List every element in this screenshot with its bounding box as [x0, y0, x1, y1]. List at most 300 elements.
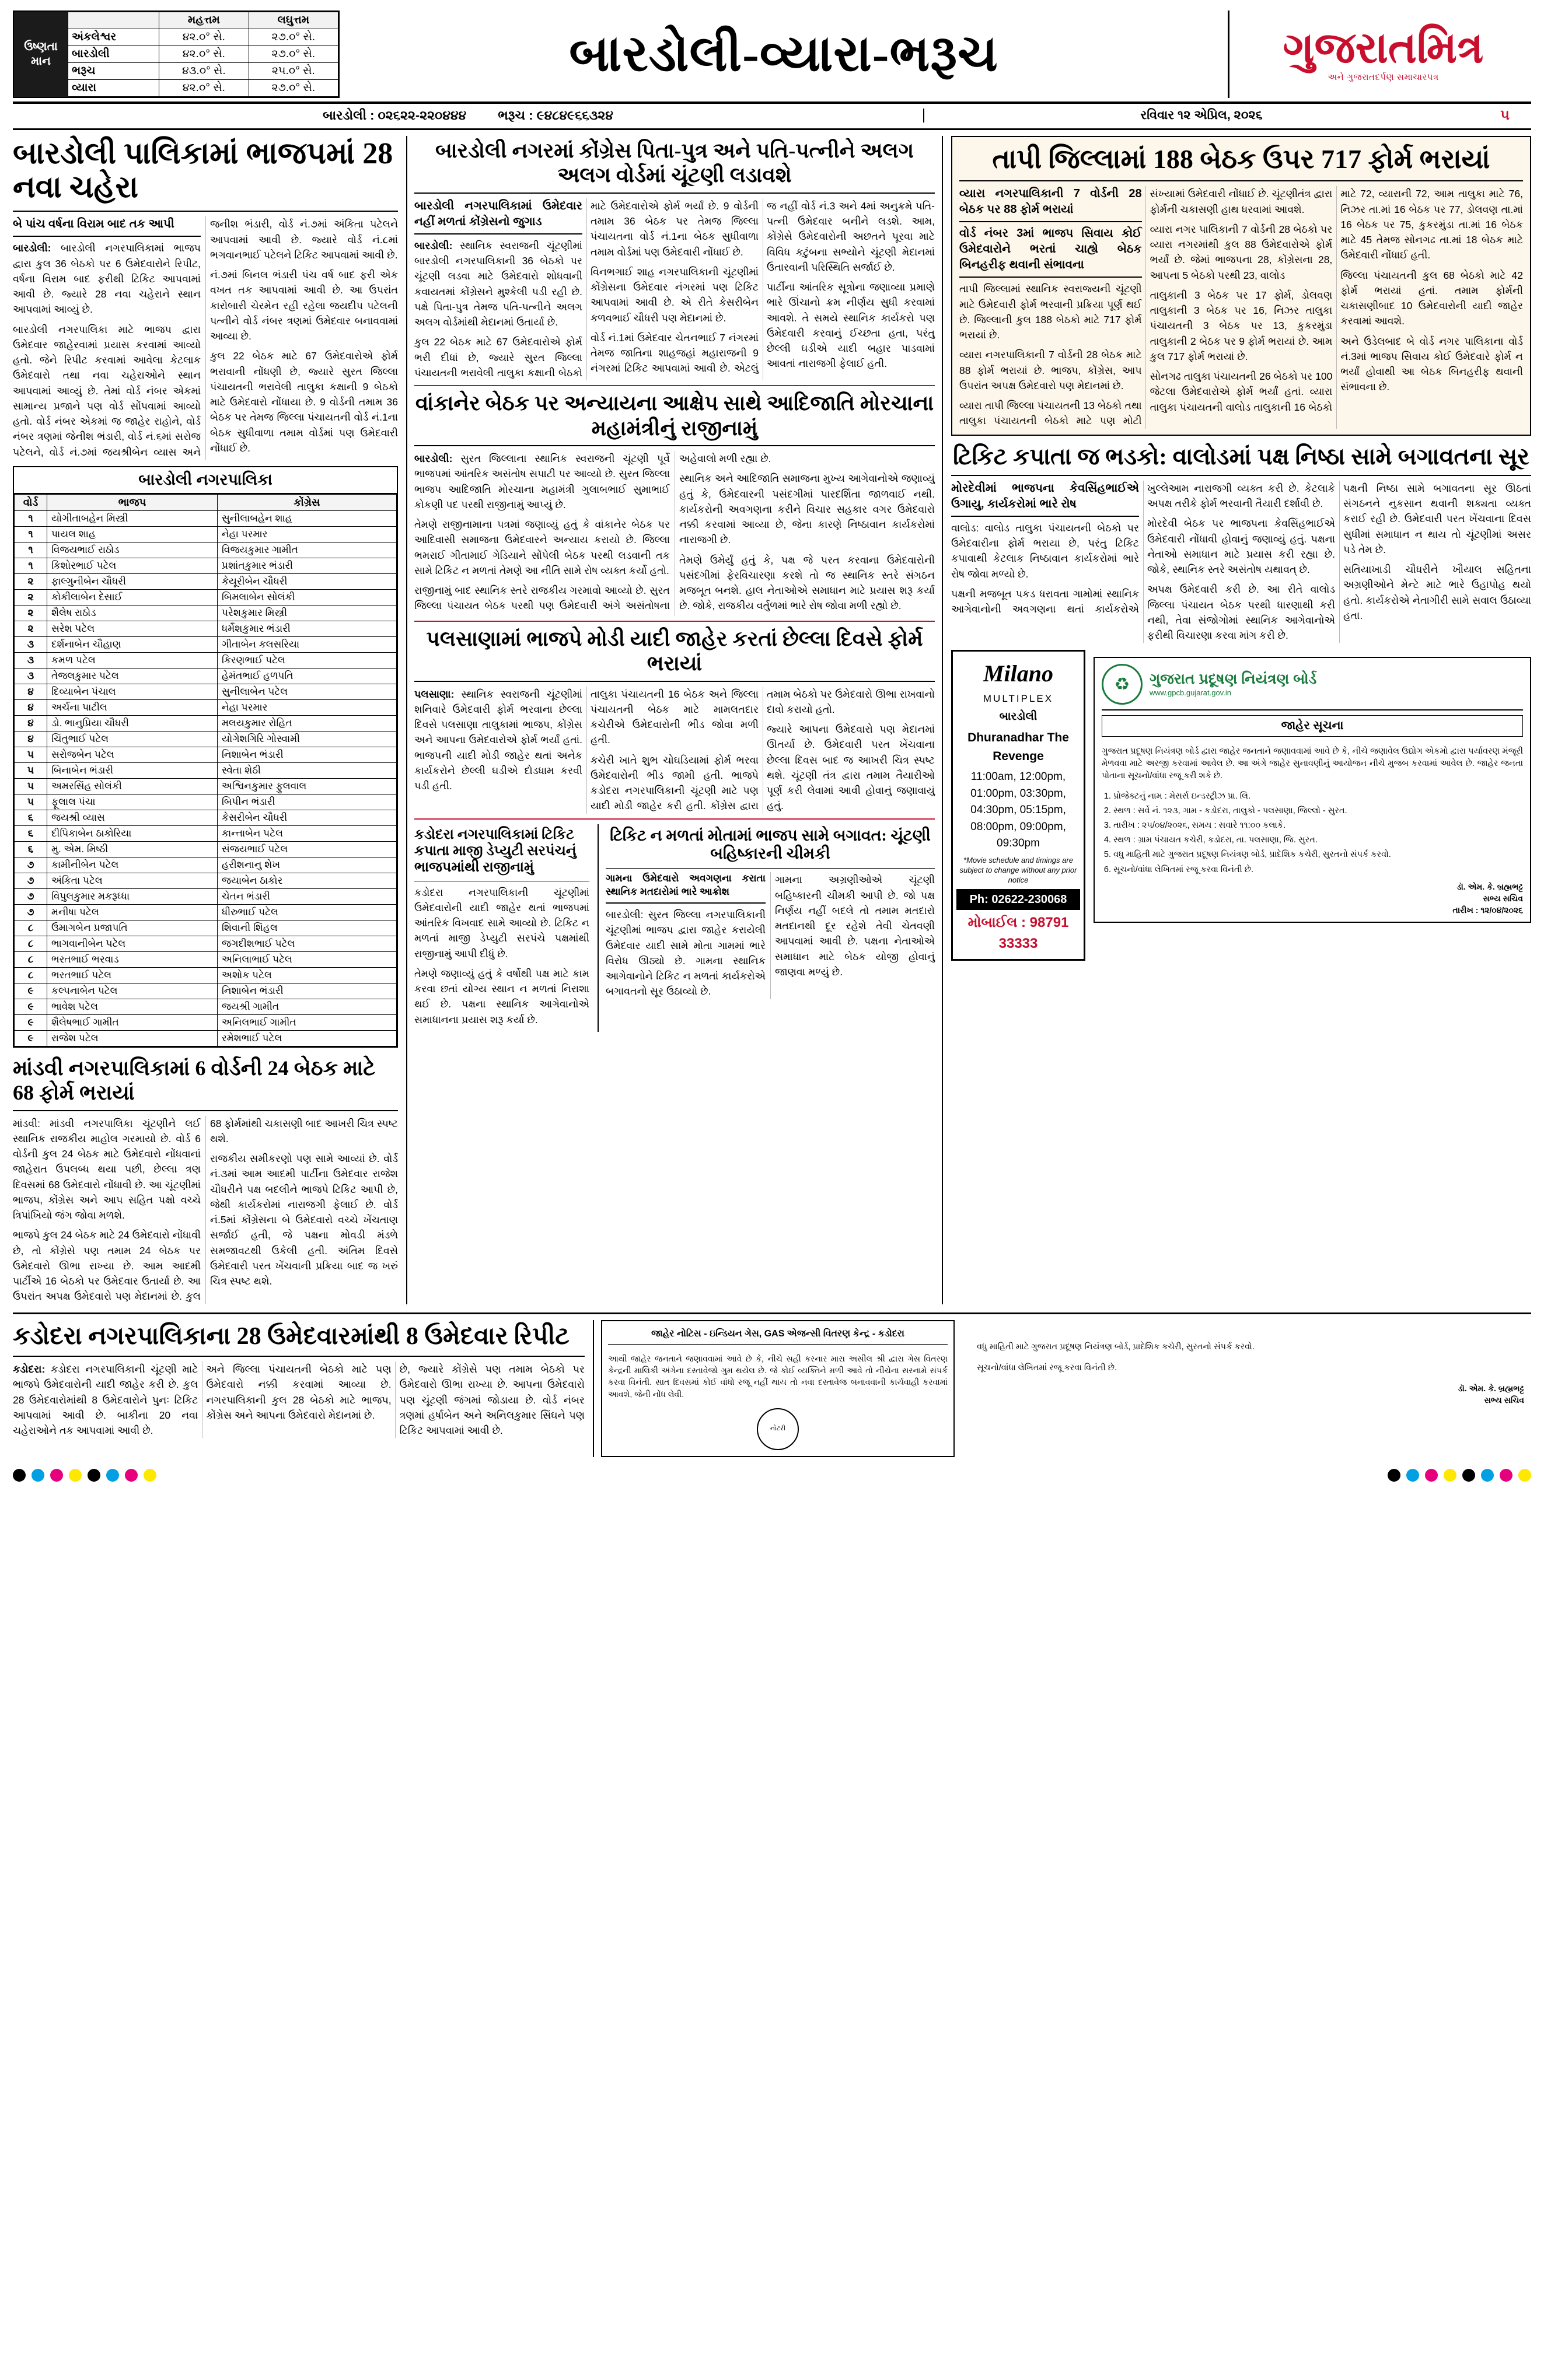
valod-para-1: પક્ષની મજબૂત પકડ ધરાવતા ગામોમાં સ્થાનિક આગેવાનોની અવગણના થતાં કાર્યકરોએ ખુલ્લેઆમ નારાજગી વ્યક્ત કરી છે. કેટલાકે અપક્ષ તરીકે ફોર્મ ભરવાની તૈયારી દર્શાવી છે. — [951, 482, 1335, 615]
bjp-candidate: અમરસિંહ સોલંકી — [47, 778, 218, 794]
tapi-headline: તાપી જિલ્લામાં 188 બેઠક ઉપર 717 ફોર્મ ભરાયાં — [992, 144, 1490, 174]
kadodara-resign-para-1: તેમણે જણાવ્યું હતું કે વર્ષોથી પક્ષ માટે કામ કરવા છતાં યોગ્ય સ્થાન ન મળતાં નિરાશા થઈ છે. પક્ષના સ્થાનિક આગેવાનોએ સમાધાનના પ્રયાસ શરૂ કર્યા છે. — [414, 967, 589, 1026]
congress-candidate: હરીશનાનુ શેખ — [218, 857, 397, 873]
bjp-candidate: દીપિકાબેન ઠાકોરિયા — [47, 825, 218, 841]
bjp-candidate: ભરતભાઈ ભરવાડ — [47, 951, 218, 967]
milano-showtime-2: 04:30pm, 05:15pm, — [970, 804, 1066, 817]
table-row — [15, 668, 397, 684]
color-registration-dot — [1481, 1469, 1494, 1482]
milano-phone[interactable]: Ph: 02622-230068 — [956, 889, 1080, 910]
congress-dateline: બારડોલી: — [414, 239, 453, 251]
table-row — [15, 794, 397, 810]
congress-para-1: કુલ 22 બેઠક માટે 67 ઉમેદવારોએ ફોર્મ ભરી દીધાં છે, જ્યારે સુરત જિલ્લા પંચાયતની ભરાવેલી તાલુકા કક્ષાની બેઠકો માટે ઉમેદવારોએ ફોર્મ ભર્યાં છે. 9 વોર્ડની તમામ 36 બેઠક પર તેમજ જિલ્લા પંચાયતના વોર્ડ નં.1ના બેઠક સુધીવાળા તમામ વોર્ડમાં પણ ઉમેદવારી નોંધાઈ છે. — [414, 200, 759, 379]
table-row — [15, 747, 397, 762]
congress-candidate: જયશ્રી ગામીત — [218, 999, 397, 1014]
article-kadodara-resign — [414, 824, 589, 1032]
congress-para-3: વોર્ડ નં.1માં ઉમેદવાર ચેતનભાઈ 7 નંગરમાં તેમજ જાતિના શાહજહાં મહારાજની 9 નંગરમાં ટિકિટ આપવામાં આવી છે. એટલું જ નહીં વોર્ડ નં.3 અને 4માં અનુક્રમે પતિ-પત્ની ઉમેદવાર બનીને લડશે. આમ, કોંગ્રેસે ઉમેદવારોની અછતને પૂરવા માટે વિવિધ કટુંબના સભ્યોને ચૂંટણી મેદાનમાં ઉતારવાની પરિસ્થિતિ સર્જાઈ છે. — [591, 200, 935, 374]
list-item: 1. પ્રોજેક્ટનું નામ : મેસર્સ ઇન્ડસ્ટ્રીઝ પ્રા. લિ. — [1113, 790, 1523, 803]
congress-candidate: મલયકુમાર રોહિત — [218, 715, 397, 731]
congress-candidate: પરેશકુમાર મિસ્ત્રી — [218, 605, 397, 621]
kadodara2-para-2: છે, જ્યારે કોંગ્રેસે પણ તમામ બેઠકો પર ઉમેદવારો ઊભા રાખ્યા છે. આપના ઉમેદવારો પણ ચૂંટણી જંગમાં જોડાયા છે. વોર્ડ નંબર ત્રણમાં હર્ષાબેન અને અનિલકુમાર સિંઘને પણ ટિકિટ આપવામાં આવી છે. — [399, 1363, 585, 1437]
milano-ad[interactable] — [951, 650, 1085, 960]
bjp-candidate: બિનાબેન ભંડારી — [47, 762, 218, 778]
tapi-kicker-2: વોર્ડ નંબર 3માં ભાજપ સિવાય કોઈ ઉમેદવારોને ભરતાં ચાહ્યે બેઠક બિનહરીફ થવાની સંભાવના — [959, 226, 1142, 278]
bjp-candidate: પાયલ શાહ — [47, 526, 218, 542]
color-registration-dot — [69, 1469, 82, 1482]
milano-showtime-3: 08:00pm, 09:00pm, — [970, 820, 1066, 833]
gpcb-title: ગુજરાત પ્રદૂષણ નિયંત્રણ બોર્ડ — [1150, 670, 1317, 687]
vankaner-para-4: તેમણે ઉમેર્યું હતું કે, પક્ષ જે પરત કરવાના ઉમેદવારોની પસંદગીમાં ફેરવિચારણા કરશે તો જ સ્થાનિક સ્તરે સંગઠન મજબૂત બનશે. હાલ નેતાઓએ સમાધાન માટે પ્રયાસ શરૂ કર્યા છે. જોકે, રાજકીય વર્તુળમાં ભારે રોષ જોવા મળી રહ્યો છે. — [679, 554, 935, 612]
ward-number: ૬ — [15, 825, 47, 841]
congress-candidate: બિમલાબેન સોલંકી — [218, 589, 397, 605]
page-number: ૫ — [1500, 107, 1510, 123]
bjp-candidate: વિપુલકુમાર મકરૂધ્ધા — [47, 888, 218, 904]
congress-candidate: અશોક પટેલ — [218, 967, 397, 983]
valod-kicker: મોરદેવીમાં ભાજપના કેવસિંહભાઈએ ઉગાયુ, કાર્યકરોમાં ભારે રોષ — [951, 481, 1139, 517]
ward-number: ૫ — [15, 794, 47, 810]
valod-para-4: પક્ષની નિષ્ઠા સામે બગાવતના સૂર ઊઠતાં સંગઠનને નુકસાન થવાની શક્યતા વ્યક્ત કરાઈ રહી છે. ઉમેદવારી પરત ખેંચવાના દિવસ સુધીમાં સમાધાન ન થાય તો ચૂંટણીમાં અસર પડે તેમ છે. — [1343, 482, 1531, 555]
ward-number: ૩ — [15, 652, 47, 668]
tapi-para-4: તાલુકાની 3 બેઠક પર 17 ફોર્મ, ડોલવણ તાલુકાની 3 બેઠક પર 16, નિઝર તાલુકા પંચાયતની 3 બેઠક પર 13, કુકરમુંડા તાલુકાની 2 બેઠક પર 9 ફોર્મ ભરાયાં છે. આમ કુલ 717 ફોર્મ ભરાયાં છે. — [1150, 289, 1333, 362]
article-congress-family — [414, 138, 935, 380]
mid-bottom-pair — [414, 824, 935, 1032]
weather-row: ભરૂચ ૪૩.૦° સે. ૨૫.૦° સે. — [68, 63, 338, 80]
ward-number: ૮ — [15, 920, 47, 936]
edition-title-text: બારડોલી-વ્યારા-ભરૂચ — [569, 26, 998, 82]
congress-candidate: નેહા પરમાર — [218, 699, 397, 715]
milano-note: *Movie schedule and timings are subject to change without any prior notice — [959, 855, 1077, 884]
ward-col-ward: વોર્ડ — [15, 494, 47, 510]
bjp-candidate: ઉમાગબેન પ્રજાપતિ — [47, 920, 218, 936]
kadodara-resign-headline: કડોદરા નગરપાલિકામાં ટિકિટ કપાતા માજી ડેપ્યુટી સરપંચનું ભાજપમાંથી રાજીનામું — [414, 827, 577, 876]
weather-col-max: મહત્તમ — [159, 12, 249, 29]
vankaner-dateline: બારડોલી: — [414, 453, 453, 465]
ward-number: ૫ — [15, 762, 47, 778]
ward-number: ૮ — [15, 951, 47, 967]
bjp-candidate: ફાલ્ગુનીબેન ચૌધરી — [47, 573, 218, 589]
gas-ad-head: જાહેર નોટિસ - ઇન્ડિયન ગેસ, GAS એજન્સી વિતરણ કેન્દ્ર - કડોદરા — [608, 1327, 948, 1345]
bjp-candidate: વિજયભાઈ રાઠોડ — [47, 542, 218, 558]
ward-table-title: બારડોલી નગરપાલિકા — [14, 467, 397, 494]
article-lead-bardoli — [13, 137, 398, 1048]
congress-candidate: કેસરીબેન ચૌધરી — [218, 810, 397, 825]
table-row — [15, 573, 397, 589]
bjp-candidate: કિશોરભાઈ પટેલ — [47, 558, 218, 573]
list-item: 6. સૂચનો/વાંધા લેખિતમાં રજૂ કરવા વિનંતી છે. — [1113, 864, 1523, 876]
lead-kicker: બે પાંચ વર્ષના વિરામ બાદ તક આપી — [13, 216, 201, 237]
gpcb-sign-title: સભ્ય સચિવ — [1483, 893, 1523, 903]
congress-para-0: બારડોલી: સ્થાનિક સ્વરાજની ચૂંટણીમાં બારડોલી નગરપાલિકાની 36 બેઠકો પર ચૂંટણી લડવા માટે ઉમેદવારો શોધવાની કવાયતમાં કોંગ્રેસને મુશ્કેલી પડી રહી છે. પક્ષે પિતા-પુત્ર તેમજ પતિ-પત્નીને અલગ અલગ વોર્ડમાંથી મેદાનમાં ઉતાર્યા છે. — [414, 239, 582, 328]
phone-numbers — [13, 108, 923, 123]
table-row — [15, 1014, 397, 1030]
kadodara2-para-1: અને જિલ્લા પંચાયતની બેઠકો માટે પણ ઉમેદવારો નક્કી કરવામાં આવ્યા છે. નગરપાલિકાની કુલ 28 બેઠકો માટે ભાજપ, કોંગ્રેસ અને આપના ઉમેદવારો મેદાનમાં છે. — [206, 1363, 392, 1421]
ward-number: ૧ — [15, 526, 47, 542]
ward-number: ૭ — [15, 888, 47, 904]
mandvi-para-0: માંડવી: માંડવી નગરપાલિકા ચૂંટણીને લઈ સ્થાનિક રાજકીય માહોલ ગરમાયો છે. વોર્ડ 6 વોર્ડની કુલ 24 બેઠક માટે ઉમેદવારો નોંધવાનાં જાહેરાત ઉપલબ્ધ થયા પછી, છેલ્લા ત્રણ દિવસમાં 68 ઉમેદવારો નોંધાવી છે. આ ચૂંટણીમાં ભાજપ, કોંગ્રેસ અને આપ સહિત પક્ષો વચ્ચે ત્રિપાંખિયો જંગ જોવા મળશે. — [13, 1117, 201, 1222]
registration-color-bar — [13, 1465, 1531, 1482]
table-row — [15, 825, 397, 841]
ward-number: ૪ — [15, 731, 47, 747]
table-row — [15, 558, 397, 573]
ward-number: ૧ — [15, 542, 47, 558]
congress-candidate: ધર્મેશકુમાર ભંડારી — [218, 621, 397, 636]
lead-headline: બારડોલી પાલિકામાં ભાજપમાં 28 નવા ચહેરા — [13, 137, 393, 205]
table-row — [15, 951, 397, 967]
article-mandvi — [13, 1056, 398, 1304]
weather-row: અંકલેશ્વર ૪૨.૦° સે. ૨૭.૦° સે. — [68, 29, 338, 46]
color-registration-dot — [1500, 1469, 1512, 1482]
color-registration-dot — [50, 1469, 63, 1482]
congress-candidate: સુનીલાબેન પટેલ — [218, 684, 397, 699]
table-row — [15, 636, 397, 652]
table-row — [15, 778, 397, 794]
palsana-para-2: કચેરી ખાતે શુભ ચોઘડિયામાં ફોર્મ ભરવા ઉમેદવારોની ભીડ જામી હતી. ભાજપે કડોદરા નગરપાલિકાની ચૂંટણી માટે પણ યાદી મોડી જાહેર કરી હતી. કોંગ્રેસ દ્વારા તમામ બેઠકો પર ઉમેદવારો ઊભા રાખવાનો દાવો કરાયો હતો. — [591, 688, 935, 812]
bjp-candidate: ચિંતુભાઈ પટેલ — [47, 731, 218, 747]
palsana-dateline: પલસાણા: — [414, 688, 455, 700]
congress-candidate: કિરણભાઈ પટેલ — [218, 652, 397, 668]
table-row — [15, 983, 397, 999]
mota-headline: ટિકિટ ન મળતાં મોતામાં ભાજપ સામે બગાવત: ચૂંટણી બહિષ્કારની ચીમકી — [610, 826, 931, 863]
table-row — [15, 731, 397, 747]
weather-col-min: લઘુત્તમ — [249, 12, 338, 29]
gpcb-banner: જાહેર સૂચના — [1102, 715, 1523, 737]
bjp-candidate: મનીષા પટેલ — [47, 904, 218, 920]
congress-candidate: અનિલભાઈ ગામીત — [218, 1014, 397, 1030]
congress-candidate: સ્વેતા શેઠી — [218, 762, 397, 778]
ward-number: ૪ — [15, 699, 47, 715]
congress-candidate: અનિલાભાઈ પટેલ — [218, 951, 397, 967]
bjp-candidate: કલ્પનાબેન પટેલ — [47, 983, 218, 999]
table-row — [15, 999, 397, 1014]
ward-number: ૯ — [15, 1030, 47, 1046]
bjp-candidate: ભાવેશ પટેલ — [47, 999, 218, 1014]
ward-number: ૬ — [15, 810, 47, 825]
gas-ad-body: આથી જાહેર જનતાને જણાવવામાં આવે છે કે, નીચે સહી કરનાર મારા અસીલ શ્રી દ્વારા ગેસ વિતરણ કેન્દ્રની માલિકી અંગેના દસ્તાવેજો ગુમ થયેલ છે. જે કોઈ વ્યક્તિને મળી આવે તો નીચેના સરનામે સંપર્ક કરવા વિનંતી. સાત દિવસમાં કોઈ વાંધો રજૂ નહીં થાય તો નવા દસ્તાવેજ બનાવવાની કાર્યવાહી કરવામાં આવશે, જેની નોંધ લેવી. — [608, 1353, 948, 1399]
milano-film-title: Dhuranadhar The Revenge — [967, 731, 1069, 763]
page-body — [13, 136, 1531, 1304]
gpcb-public-notice — [1094, 650, 1531, 960]
kadodara2-dateline: કડોદરા: — [13, 1363, 46, 1376]
ward-number: ૩ — [15, 668, 47, 684]
congress-candidate: સુનીલાબહેન શાહ — [218, 510, 397, 526]
congress-candidate: અશ્વિનકુમાર ફુલવાલ — [218, 778, 397, 794]
milano-city: બારડોલી — [999, 710, 1038, 723]
ward-number: ૨ — [15, 621, 47, 636]
ward-number: ૩ — [15, 636, 47, 652]
bjp-candidate: શૈલેષ રાઠોડ — [47, 605, 218, 621]
table-row — [15, 920, 397, 936]
table-row — [15, 857, 397, 873]
congress-candidate: નેહા પરમાર — [218, 526, 397, 542]
congress-candidate: નિશાબેન ભંડારી — [218, 747, 397, 762]
color-dots-right — [1388, 1469, 1531, 1482]
gpcb-logo-icon: ♻ — [1102, 664, 1143, 705]
color-registration-dot — [13, 1469, 26, 1482]
tapi-kicker: વ્યારા નગરપાલિકાની 7 વોર્ડની 28 બેઠક પર 88 ફોર્મ ભરાયાં — [959, 186, 1142, 222]
ward-number: ૬ — [15, 841, 47, 857]
palsana-para-0: પલસાણા: સ્થાનિક સ્વરાજની ચૂંટણીમાં શનિવારે ઉમેદવારી ફોર્મ ભરવાના છેલ્લા દિવસે પલસાણા તાલુકામાં ભાજપ, કોંગ્રેસ અને આપના ઉમેદવારોએ ફોર્મ ભર્યાં હતાં. ભાજપની યાદી મોડી જાહેર થતાં અનેક કાર્યકરોને છેલ્લી ઘડીએ દોડધામ કરવી પડી હતી. — [414, 688, 582, 792]
article-kadodara-repeat — [13, 1320, 585, 1457]
gpcb-sign-date: તારીખ : ૧૨/૦૪/૨૦૨૬ — [1452, 905, 1523, 915]
congress-candidate: ધીરુભાઈ પટેલ — [218, 904, 397, 920]
congress-para-4: પાર્ટીના આંતરિક સૂત્રોના જણાવ્યા પ્રમાણે ભારે ઊંચાનો ક્રમ નીર્ણય સુધી કરવામાં આવશે. તે સમયે સ્થાનિક કાર્યકરો પણ ઉમેદવારી કરવાનું ઈચ્છતા હતા, પરંતુ છેલ્લી ઘડીએ યાદી બહાર પાડવામાં આવતાં નારાજગી ફેલાઈ હતી. — [767, 281, 935, 370]
bjp-candidate: દર્શનાબેન ચૌહાણ — [47, 636, 218, 652]
bjp-candidate: કોકીલાબેન દેસાઈ — [47, 589, 218, 605]
tapi-para-3: વ્યારા નગર પાલિકાની 7 વોર્ડની 28 બેઠકો પર વ્યારા નગરમાંથી કુલ 88 ઉમેદવારોએ ફોર્મ ભર્યાં છે. જેમાં ભાજપના 28, કોંગ્રેસના 28, આપના 5 બેઠકો પરથી 23, વાલોડ — [1150, 223, 1333, 281]
ward-number: ૯ — [15, 983, 47, 999]
list-item: 4. સ્થળ : ગ્રામ પંચાયત કચેરી, કડોદરા, તા. પલસાણા, જિ. સુરત. — [1113, 834, 1523, 846]
vankaner-para-1: તેમણે રાજીનામાના પત્રમાં જણાવ્યું હતું કે વાંકાનેર બેઠક પર આદિવાસી સમાજના ઉમેદવારને અન્યાય કરાયો છે. જિલ્લા ભમરાઈ ગીતામાઈ ગેડિયાને સોંપેલી બેઠક પરથી લડવાની તક સામે ટિકિટ ન મળતાં તેમણે આ નીતિ સામે રોષ વ્યક્ત કર્યો હતો. — [414, 519, 670, 576]
ward-number: ૧ — [15, 510, 47, 526]
congress-candidate: રમેશભાઈ પટેલ — [218, 1030, 397, 1046]
vankaner-para-2: રાજીનામું બાદ સ્થાનિક સ્તરે રાજકીય ગરમાવો આવ્યો છે. સુરત જિલ્લા પંચાયત બેઠક પરથી પણ ઉમેદવારી અંગે અસંતોષના અહેવાલો મળી રહ્યા છે. — [414, 453, 771, 612]
lead-para-0: બારડોલી: બારડોલી નગરપાલિકામાં ભાજપ દ્વારા કુલ 36 બેઠકો પર 6 ઉમેદવારોને રિપીટ, વર્ષના વિરામ બાદ ફરીથી ટિકિટ આપવામાં આવી છે. જ્યારે 28 નવા ચહેરાને સ્થાન આપવામાં આવ્યું છે. — [13, 242, 201, 316]
congress-candidate: બિપીન ભંડારી — [218, 794, 397, 810]
bjp-candidate: કામીનીબેન પટેલ — [47, 857, 218, 873]
congress-candidate: યોગેશગિરિ ગોસ્વામી — [218, 731, 397, 747]
publication-logo — [1228, 10, 1531, 98]
gpcb-sign-name: ડૉ. એમ. કે. બ્રહ્મભટ્ટ — [1456, 881, 1523, 891]
tapi-para-2: વ્યારા તાપી જિલ્લા પંચાયતની 13 બેઠકો તથા તાલુકા પંચાયતની બેઠકો માટે પણ મોટી સંખ્યામાં ઉમેદવારી નોંધાઈ છે. ચૂંટણીતંત્ર દ્વારા ફોર્મની ચકાસણી હાથ ધરવામાં આવશે. — [959, 188, 1333, 427]
mota-para-1: ગામના અગ્રણીઓએ ચૂંટણી બહિષ્કારની ચીમકી આપી છે. જો પક્ષ નિર્ણય નહીં બદલે તો તમામ મતદારો મતદાનથી દૂર રહેશે તેવી ચેતવણી આપવામાં આવી છે. પક્ષના નેતાઓએ સમાધાન માટે બેઠક યોજી હોવાનું જાણવા મળ્યું છે. — [775, 874, 935, 978]
ward-candidates-table — [13, 466, 398, 1048]
weather-row: બારડોલી ૪૨.૦° સે. ૨૭.૦° સે. — [68, 46, 338, 63]
right-bottom-pair — [951, 650, 1531, 960]
congress-candidate: વિજયકુમાર ગામીત — [218, 542, 397, 558]
kadodara2-para-0: કડોદરા: કડોદરા નગરપાલિકાની ચૂંટણી માટે ભાજપે ઉમેદવારોની યાદી જાહેર કરી છે. કુલ 28 ઉમેદવારોમાંથી 8 ઉમેદવારોને પુનઃ ટિકિટ આપવામાં આવી છે. બાકીના 20 નવા ચહેરાઓને તક આપવામાં આવી છે. — [13, 1363, 198, 1437]
table-row — [15, 715, 397, 731]
vankaner-para-3: સ્થાનિક અને આદિજાતિ સમાજના મુખ્ય આગેવાનોએ જણાવ્યું હતું કે, ઉમેદવારની પસંદગીમાં પારદર્શિતા જાળવાઈ નથી. કાર્યકરોની અવગણના કરીને વિચાર સહકાર વગર ઉમેદવારો નક્કી કરવામાં આવ્યા છે, જેના કારણે નિષ્ઠાવાન કાર્યકરોમાં નારાજગી છે. — [679, 473, 935, 546]
color-registration-dot — [1406, 1469, 1419, 1482]
right-column — [951, 136, 1531, 1304]
table-row — [15, 810, 397, 825]
tapi-para-6: જિલ્લા પંચાયતની કુલ 68 બેઠકો માટે 42 ફોર્મ ભરાયાં હતાં. તમામ ફોર્મની ચકાસણીબાદ 10 ઉમેદવારોની યાદી જાહેર કરવામાં આવશે. — [1340, 269, 1523, 327]
congress-candidate: કાન્તાબેન પટેલ — [218, 825, 397, 841]
table-row — [15, 904, 397, 920]
congress-candidate: નિશાબેન ભંડારી — [218, 983, 397, 999]
color-registration-dot — [106, 1469, 119, 1482]
bjp-candidate: ડો. ભાનુપ્રિયા ચૌધરી — [47, 715, 218, 731]
gas-agency-notice — [593, 1320, 955, 1457]
bjp-candidate: મુ. એમ. મિષ્ઠી — [47, 841, 218, 857]
list-item: 2. સ્થળ : સર્વે નં. ૧૨૩, ગામ - કડોદરા, તાલુકો - પલસાણા, જિલ્લો - સુરત. — [1113, 805, 1523, 817]
congress-candidate: સંજયભાઈ પટેલ — [218, 841, 397, 857]
color-registration-dot — [1462, 1469, 1475, 1482]
milano-multiplex: MULTIPLEX — [983, 693, 1054, 705]
table-row — [15, 621, 397, 636]
color-registration-dot — [125, 1469, 138, 1482]
article-palsana — [414, 626, 935, 814]
ward-number: ૮ — [15, 967, 47, 983]
table-row — [15, 841, 397, 857]
congress-candidate: ગીતાબેન કલસરિયા — [218, 636, 397, 652]
lead-para-3: કુલ 22 બેઠક માટે 67 ઉમેદવારોએ ફોર્મ ભરાવાની નોંધણી છે, જ્યારે સુરત જિલ્લા પંચાયતની ભરાવેલી તાલુકા કક્ષાની 9 બેઠકો માટે ઉમેદવારો નોંધાયા છે. 9 વોર્ડની તમામ 36 બેઠક પર તેમજ જિલ્લા પંચાયતની વોર્ડ નં.1ના બેઠક સુધીવાળા તમામ વોર્ડમાં પણ ઉમેદવારી નોંધાઈ છે. — [210, 350, 398, 454]
valod-para-0: વાલોડ: વાલોડ તાલુકા પંચાયતની બેઠકો પર ઉમેદવારીના ફોર્મ ભરાયા છે, પરંતુ ટિકિટ કપાવાથી કેટલાક નિષ્ઠાવાન કાર્યકરોમાં ભારે રોષ જોવા મળ્યો છે. — [951, 522, 1139, 580]
weather-label: ઉષ્ણતા માન — [14, 12, 68, 97]
table-row — [15, 652, 397, 668]
weather-table — [68, 12, 338, 97]
phone-bardoli: બારડોલી : ૦૨૬૨૨-૨૨૦૪૪૪ — [323, 108, 467, 123]
table-row — [15, 589, 397, 605]
masthead — [13, 10, 1531, 104]
bjp-candidate: ભરતભાઈ પટેલ — [47, 967, 218, 983]
tapi-para-5: સોનગઢ તાલુકા પંચાયતની 26 બેઠકો પર 100 જેટલા ઉમેદવારોએ ફોર્મ ભર્યાં હતાં. વ્યારા તાલુકા પંચાયતની વાલોડ તાલુકાની 16 બેઠકો માટે 72, વ્યારાની 72, આમ તાલુકા માટે 76, નિઝર તા.માં 16 બેઠક પર 77, ડોલવણ તા.માં 16 બેઠક પર 75, કુકરમુંડા તા.માં 16 બેઠક માટે 45 તેમજ સોનગઢ તા.માં 18 બેઠક માટે ઉમેદવારી નોંધાઈ હતી. — [1150, 188, 1523, 413]
weather-box — [13, 10, 340, 98]
congress-candidate: જગદીશભાઈ પટેલ — [218, 936, 397, 951]
valod-para-3: અપક્ષ ઉમેદવારી કરી છે. આ રીતે વાલોડ જિલ્લા પંચાયત બેઠક પરથી ધારણાથી કરી નથી, તેવા સંજોગોમાં સ્થાનિક આગેવાનોએ ફરીથી વિચારણા કરવા માંગ કરી છે. — [1147, 583, 1335, 642]
ward-number: ૧ — [15, 558, 47, 573]
weather-row: વ્યારા ૪૨.૦° સે. ૨૭.૦° સે. — [68, 80, 338, 97]
gpcb-notice-duplicate-space — [963, 1320, 1531, 1457]
milano-mobile[interactable]: મોબાઈલ : 98791 33333 — [967, 914, 1069, 951]
table-row — [15, 699, 397, 715]
gpcb-extra-sign-name: ડૉ. એમ. કે. બ્રહ્મભટ્ટ — [1458, 1384, 1524, 1394]
color-dots-left — [13, 1469, 156, 1482]
color-registration-dot — [1518, 1469, 1531, 1482]
lead-para-2: નં.૭માં બિનલ ભંડારી પંચ વર્ષ બાદ ફરી એક વખત તક આપવામાં આવી છે. આ ઉપરાંત કારોબારી ચેરમેન રહી રહેલા જયદીપ પટેલની પત્નીને વોર્ડ નંબર ત્રણમાં ઉમેદવાર બનાવવામાં આવ્યા છે. — [210, 269, 398, 342]
ward-number: ૭ — [15, 873, 47, 888]
table-row — [15, 936, 397, 951]
table-row — [15, 967, 397, 983]
ward-number: ૯ — [15, 999, 47, 1014]
table-row — [15, 762, 397, 778]
ward-col-cong: કોંગ્રેસ — [218, 494, 397, 510]
bjp-candidate: દિવ્યાબેન પંચાલ — [47, 684, 218, 699]
milano-showtime-1: 01:00pm, 03:30pm, — [970, 787, 1066, 800]
color-registration-dot — [144, 1469, 156, 1482]
tapi-para-7: અને ઉડેલબાદ બે વોર્ડ નગર પાલિકાના વોર્ડ નં.3માં ભાજપ સિવાય કોઈ ઉમેદવારે ફોર્મ ન ભર્યાં હોવાથી આ બેઠક બિનહરીફ થવાની સંભાવના છે. — [1340, 335, 1523, 393]
table-row — [15, 605, 397, 621]
valod-para-5: સતિયાખાડી ચૌધરીને ખૌયાલ સહિતના અગ્રણીઓને મેન્ટે માટે ભારે ઉહાપોહ થયો હતો. કાર્યકરોએ નેતાગીરી સામે સવાલ ઉઠાવ્યા હતા. — [1343, 564, 1531, 621]
congress-kicker: બારડોલી નગરપાલિકામાં ઉમેદવાર નહીં મળતાં કોંગ્રેસનો જુગાડ — [414, 198, 582, 235]
bjp-candidate: ફૂલાલ પંચા — [47, 794, 218, 810]
congress-candidate: જયાબેન ઠાકોર — [218, 873, 397, 888]
table-row — [15, 888, 397, 904]
bjp-candidate: કમળ પટેલ — [47, 652, 218, 668]
gpcb-extra-1: વધુ માહિતી માટે ગુજરાત પ્રદૂષણ નિયંત્રણ બોર્ડ, પ્રાદેશિક કચેરી, સુરતનો સંપર્ક કરવો. — [977, 1342, 1255, 1352]
milano-brand: Milano — [983, 660, 1054, 687]
weather-col-city — [68, 12, 159, 29]
contact-date-bar — [13, 104, 1531, 130]
tapi-para-1: વ્યારા નગરપાલિકાની 7 વોર્ડની 28 બેઠક માટે 88 ફોર્મ ભરાયાં છે. ભાજપ, કોંગ્રેસ, આપ ઉપરાંત અપક્ષ ઉમેદવારો પણ મેદાનમાં છે. — [959, 349, 1142, 391]
bjp-candidate: જયશ્રી વ્યાસ — [47, 810, 218, 825]
color-registration-dot — [1388, 1469, 1400, 1482]
palsana-headline: પલસાણામાં ભાજપે મોડી યાદી જાહેર કરતાં છેલ્લા દિવસે ફોર્મ ભરાયાં — [426, 626, 923, 676]
palsana-para-3: જ્યારે આપના ઉમેદવારો પણ મેદાનમાં ઊતર્યા છે. ઉમેદવારી પરત ખેંચવાના છેલ્લા દિવસ બાદ જ આખરી ચિત્ર સ્પષ્ટ થશે. ચૂંટણી તંત્ર દ્વારા તમામ તૈયારીઓ પૂર્ણ કરી લેવામાં આવી હોવાનું જણાવાયું હતું. — [767, 723, 935, 812]
vankaner-headline: વાંકાનેર બેઠક પર અન્યાયના આક્ષેપ સાથે આદિજાતિ મોરચાના મહામંત્રીનું રાજીનામું — [415, 391, 934, 440]
bjp-candidate: અંકિતા પટેલ — [47, 873, 218, 888]
mandvi-para-2: રાજકીય સમીકરણો પણ સામે આવ્યાં છે. વોર્ડ નં.૩માં આમ આદમી પાર્ટીના ઉમેદવાર રાજેશ ચૌધરીને પક્ષ બદલીને ભાજપે ટિકિટ આપી છે, જેથી કાર્યકરોમાં નારાજગી ફેલાઈ છે. વોર્ડ નં.5માં કોંગ્રેસના બે ઉમેદવારો વચ્ચે ખેંચતાણ સર્જાઈ હતી, જે પક્ષના મોવડી મંડળે સમજાવટથી ઉકેલી હતી. અંતિમ દિવસે ઉમેદવારી પરત ખેંચવાની પ્રક્રિયા બાદ જ ખરું ચિત્ર સ્પષ્ટ થશે. — [210, 1153, 398, 1287]
phone-bharuch: ભરૂચ : ૯૪૮૪૯૬૬૩૨૪ — [498, 108, 613, 123]
congress-headline: બારડોલી નગરમાં કોંગ્રેસ પિતા-પુત્ર અને પતિ-પત્નીને અલગ અલગ વોર્ડમાં ચૂંટણી લડાવશે — [435, 139, 914, 187]
color-registration-dot — [88, 1469, 100, 1482]
lead-para-1: બારડોલી નગરપાલિકા માટે ભાજપ દ્વારા ઉમેદવાર જાહેરવામાં પ્રયાસ કરવામાં આવ્યો હતો. જેને રિપીટ કરવામાં આવેલા કેટલાક ઉમેદવારો તથા નવા ચહેરાઓને સ્થાન આપવામાં આવ્યું છે. તેમાં વોર્ડ નંબર એકમાં સામાન્ય પ્રજાને પણ વોર્ડ સોંપવામાં આવ્યો હતો. વોર્ડ નંબર એકમાં જ જાહેર રાહોને, વોર્ડ નંબર ત્રણમાં જેનીશ ભંડારી, વોર્ડ નં.૬માં સરોજ પટેલને, વોર્ડ નં.૭માં જયશ્રીબેન વ્યાસ અને જનીશ ભંડારી, વોર્ડ નં.૭માં અંકિતા પટેલને આપવામાં આવી છે. જ્યારે વોર્ડ નં.૮માં ભગવાનભાઈ પટેલને ટિકિટ આપવામાં આવી છે. — [13, 218, 398, 458]
ward-table — [14, 494, 397, 1046]
palsana-para-1: તાલુકા પંચાયતની 16 બેઠક અને જિલ્લા પંચાયતની બેઠક માટે મામલતદાર કચેરીએ ઉમેદવારોની ભીડ જોવા મળી હતી. — [591, 688, 759, 746]
bjp-candidate: સરોજબેન પટેલ — [47, 747, 218, 762]
publication-date: રવિવાર ૧૨ એપ્રિલ, ૨૦૨૬ — [923, 108, 1479, 123]
congress-candidate: ચેતન ભંડારી — [218, 888, 397, 904]
ward-number: ૨ — [15, 589, 47, 605]
ward-number: ૨ — [15, 605, 47, 621]
valod-headline: ટિકિટ કપાતા જ ભડકો: વાલોડમાં પક્ષ નિષ્ઠા સામે બગાવતના સૂર — [953, 443, 1529, 470]
logo-text: ગુજરાતમિત્ર — [1283, 24, 1484, 72]
bjp-candidate: સરેશ પટેલ — [47, 621, 218, 636]
congress-para-2: વિનભગાઈ શાહ નગરપાલિકાની ચૂંટણીમાં કોંગ્રેસના ઉમેદવાર નંગરમાં પણ ટિકિટ આપવામાં આવી છે. એ રીતે કેસરીબેન કળવભાઈ ચૌધરી પણ મેદાનમાં છે. — [591, 265, 759, 324]
valod-para-2: મોરદેવી બેઠક પર ભાજપના કેવસિંહભાઈએ ઉમેદવારી નોંધાવી હોવાનું જણાવ્યું હતું. પક્ષના નેતાઓ સમાધાન માટે પ્રયાસ કરી રહ્યા છે. જોકે, સ્થાનિક સ્તરે અસંતોષ યથાવત્ છે. — [1147, 517, 1335, 576]
table-row — [15, 684, 397, 699]
table-row — [15, 510, 397, 526]
tapi-para-0: તાપી જિલ્લામાં સ્થાનિક સ્વરાજ્યની ચૂંટણી માટે ઉમેદવારી ફોર્મ ભરવાની પ્રક્રિયા પૂર્ણ થઈ છે. જિલ્લાની કુલ 188 બેઠકો માટે 717 ફોર્મ ભરાયાં છે. — [959, 283, 1142, 341]
congress-candidate: હેમંતભાઈ હળપતિ — [218, 668, 397, 684]
color-registration-dot — [1444, 1469, 1456, 1482]
notary-seal-icon: નોટરી — [757, 1408, 799, 1450]
ward-number: ૫ — [15, 778, 47, 794]
mandvi-para-1: ભાજપે કુલ 24 બેઠક માટે 24 ઉમેદવારો નોંધાવી છે, તો કોંગ્રેસે પણ તમામ 24 બેઠક પર ઉમેદવારો ઊભા રાખ્યા છે. આમ આદમી પાર્ટીએ 16 બેઠકો પર ઉમેદવાર ઉતાર્યા છે. આ ઉપરાંત અપક્ષ ઉમેદવારો પણ મેદાનમાં છે. કુલ 68 ફોર્મમાંથી ચકાસણી બાદ આખરી ચિત્ર સ્પષ્ટ થશે. — [13, 1117, 398, 1303]
table-row — [15, 873, 397, 888]
left-column — [13, 136, 398, 1304]
ward-number: ૨ — [15, 573, 47, 589]
color-registration-dot — [32, 1469, 44, 1482]
vankaner-para-0: બારડોલી: સુરત જિલ્લાના સ્થાનિક સ્વરાજની ચૂંટણી પૂર્વે ભાજપમાં આંતરિક અસંતોષ સપાટી પર આવ્યો છે. સુરત જિલ્લા ભાજપ આદિજાતિ મોરચાના મહામંત્રી ગુલાબભાઈ સુમાભાઈ કોકણી પદ પરથી રાજીનામું આપ્યું છે. — [414, 453, 670, 510]
middle-column — [406, 136, 943, 1304]
bjp-candidate: યોગીતાબહેન મિસ્ત્રી — [47, 510, 218, 526]
bottom-strip — [13, 1312, 1531, 1457]
mota-kicker: ગામના ઉમેદવારો અવગણના કરાતા સ્થાનિક મતદારોમાં ભારે આક્રોશ — [606, 872, 766, 904]
ward-number: ૭ — [15, 857, 47, 873]
ward-number: ૯ — [15, 1014, 47, 1030]
bjp-candidate: ભાગવાનીબેન પટેલ — [47, 936, 218, 951]
bjp-candidate: અર્ચના પાટીલ — [47, 699, 218, 715]
gpcb-extra-sign-title: સભ્ય સચિવ — [1484, 1395, 1524, 1405]
milano-showtime-0: 11:00am, 12:00pm, — [970, 771, 1066, 783]
article-tapi — [951, 136, 1531, 436]
mota-para-0: બારડોલી: સુરત જિલ્લા નગરપાલિકાની ચૂંટણીમાં ભાજપ દ્વારા જાહેર કરાયેલી ઉમેદવાર યાદી સામે મોતા ગામમાં ભારે વિરોધ ઊઠ્યો છે. ગામના સ્થાનિક આગેવાનોને ટિકિટ ન મળતાં કાર્યકરોએ બગાવતનો સૂર ઉઠાવ્યો છે. — [606, 909, 766, 998]
bjp-candidate: શૈલેષભાઈ ગામીત — [47, 1014, 218, 1030]
ward-number: ૫ — [15, 747, 47, 762]
gpcb-intro: ગુજરાત પ્રદૂષણ નિયંત્રણ બોર્ડ દ્વારા જાહેર જનતાને જણાવવામાં આવે છે કે, નીચે જણાવેલ ઉદ્યોગ એકમો દ્વારા પર્યાવરણ મંજૂરી મેળવવા માટે અરજી કરવામાં આવેલ છે. આ અંગે જાહેર સુનાવણીનું આયોજન નીચે મુજબ કરવામાં આવેલ છે. જાહેર જનતા પોતાના સૂચનો/વાંધા રજૂ કરી શકે છે. — [1102, 746, 1523, 780]
bjp-candidate: તેજલકુમાર પટેલ — [47, 668, 218, 684]
ward-number: ૭ — [15, 904, 47, 920]
kadodara-resign-para-0: કડોદરા નગરપાલિકાની ચૂંટણીમાં ઉમેદવારોની યાદી જાહેર થતાં ભાજપમાં આંતરિક વિખવાદ સામે આવ્યો છે. ટિકિટ ન મળતાં માજી ડેપ્યુટી સરપંચે પક્ષમાંથી રાજીનામું આપી દીધું છે. — [414, 886, 589, 960]
milano-showtime-4: 09:30pm — [997, 837, 1040, 850]
bjp-candidate: રાજેશ પટેલ — [47, 1030, 218, 1046]
article-mota-revolt — [598, 824, 935, 1032]
table-row — [15, 1030, 397, 1046]
masthead-edition-title — [340, 10, 1228, 98]
ward-number: ૮ — [15, 936, 47, 951]
list-item: 5. વધુ માહિતી માટે ગુજરાત પ્રદૂષણ નિયંત્રણ બોર્ડ, પ્રાદેશિક કચેરી, સુરતનો સંપર્ક કરવો. — [1113, 849, 1523, 861]
mandvi-headline: માંડવી નગરપાલિકામાં 6 વોર્ડની 24 બેઠક માટે 68 ફોર્મ ભરાયાં — [13, 1056, 376, 1105]
article-valod — [951, 443, 1531, 643]
congress-candidate: શિવાની શિંહલ — [218, 920, 397, 936]
table-row — [15, 526, 397, 542]
article-vankaner — [414, 391, 935, 615]
table-row — [15, 542, 397, 558]
ward-number: ૪ — [15, 684, 47, 699]
gpcb-website[interactable]: www.gpcb.gujarat.gov.in — [1150, 688, 1231, 697]
gpcb-extra-2: સૂચનો/વાંધા લેખિતમાં રજૂ કરવા વિનંતી છે. — [977, 1363, 1117, 1373]
congress-candidate: કેયૂરીબેન ચૌધરી — [218, 573, 397, 589]
logo-subtext: અને ગુજરાતદર્પણ સમાચારપત્ર — [1328, 72, 1439, 82]
ward-number: ૪ — [15, 715, 47, 731]
lead-dateline: બારડોલી: — [13, 242, 51, 254]
congress-candidate: પ્રશાંતકુમાર ભંડારી — [218, 558, 397, 573]
kadodara2-headline: કડોદરા નગરપાલિકાના 28 ઉમેદવારમાંથી 8 ઉમેદવાર રિપીટ — [13, 1322, 570, 1350]
ward-col-bjp: ભાજપ — [47, 494, 218, 510]
color-registration-dot — [1425, 1469, 1438, 1482]
list-item: 3. તારીખ : ૨૫/૦૪/૨૦૨૬, સમય : સવારે ૧૧:૦૦ કલાકે. — [1113, 820, 1523, 832]
